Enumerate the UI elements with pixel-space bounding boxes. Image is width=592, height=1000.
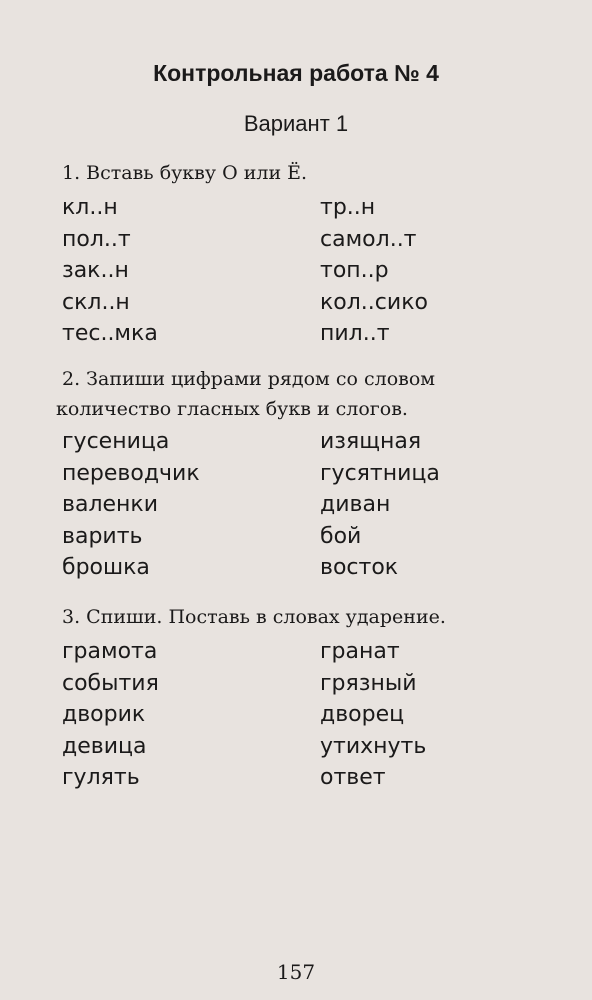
word-item: гулять — [62, 765, 140, 790]
task-3-right-column — [320, 636, 426, 794]
word-item: кл..н — [62, 195, 118, 220]
word-item: грамота — [62, 639, 158, 664]
word-item: гусеница — [62, 429, 170, 454]
word-item: девица — [62, 733, 147, 759]
word-item: варить — [62, 523, 143, 549]
word-item: грязный — [320, 670, 417, 696]
task-2-right-column — [320, 426, 440, 584]
word-item: бой — [320, 523, 362, 549]
task-2-heading — [56, 364, 562, 424]
task-3-left-column — [62, 636, 159, 794]
task-1-right-column — [320, 192, 428, 350]
word-item: кол..сико — [320, 289, 428, 315]
word-item: брошка — [62, 555, 150, 580]
task-2-heading-line-1: 2. Запиши цифрами рядом со словом — [62, 368, 436, 390]
word-item: зак..н — [62, 258, 129, 283]
word-item: пил..т — [320, 321, 390, 346]
word-item: утихнуть — [320, 733, 427, 759]
variant-heading: Вариант 1 — [243, 111, 349, 136]
word-item: восток — [320, 555, 399, 580]
word-item: гусятница — [320, 460, 440, 486]
word-item: тр..н — [320, 195, 376, 220]
page-number: 157 — [276, 960, 316, 984]
task-1-heading: 1. Вставь букву О или Ё. — [62, 162, 308, 184]
word-item: ответ — [320, 765, 386, 790]
word-item: диван — [320, 492, 391, 517]
page-title: Контрольная работа № 4 — [153, 60, 439, 86]
task-1-left-column — [62, 192, 158, 350]
word-item: дворец — [320, 702, 405, 727]
word-item: тес..мка — [62, 321, 158, 346]
word-item: изящная — [320, 429, 422, 454]
word-item: топ..р — [320, 258, 389, 283]
word-item: скл..н — [62, 289, 130, 315]
word-item: события — [62, 670, 159, 696]
word-item: гранат — [320, 639, 400, 664]
word-item: дворик — [62, 702, 146, 727]
task-3-heading: 3. Спиши. Поставь в словах ударение. — [62, 606, 446, 628]
task-2-left-column — [62, 426, 200, 584]
task-2-heading-line-2: количество гласных букв и слогов. — [56, 398, 408, 420]
word-item: пол..т — [62, 226, 131, 252]
word-item: самол..т — [320, 226, 417, 252]
word-item: валенки — [62, 492, 159, 517]
word-item: переводчик — [62, 460, 200, 486]
